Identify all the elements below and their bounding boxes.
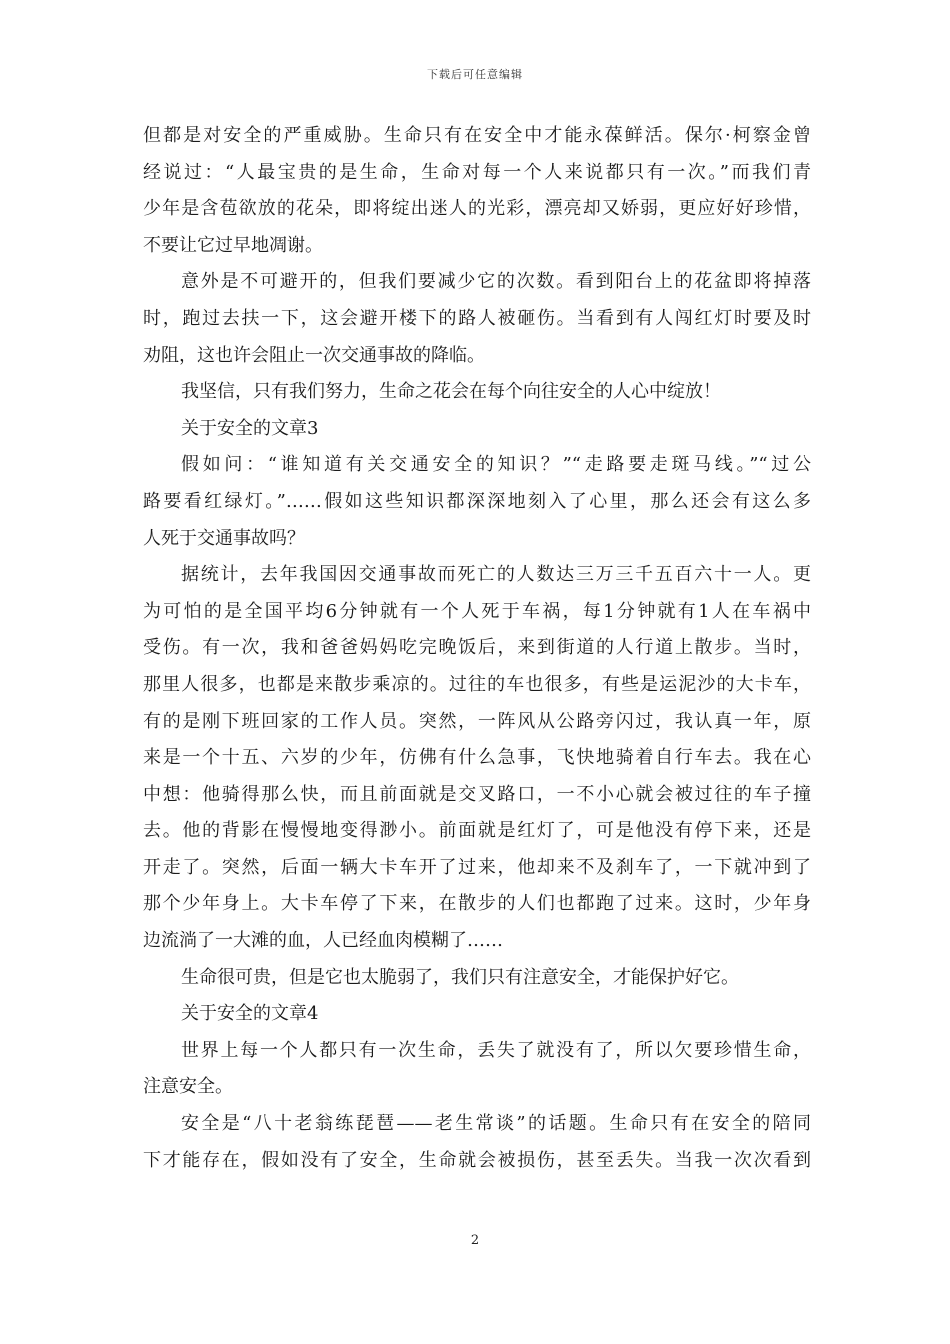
text-line: 世界上每一个人都只有一次生命，丢失了就没有了，所以欠要珍惜生命， — [181, 1039, 811, 1061]
text-line: 路要看红绿灯。”……假如这些知识都深深地刻入了心里，那么还会有这么多 — [143, 490, 811, 512]
text-line: 去。他的背影在慢慢地变得渺小。前面就是红灯了，可是他没有停下来，还是 — [143, 820, 811, 842]
text-line: 少年是含苞欲放的花朵，即将绽出迷人的光彩，漂亮却又娇弱，更应好好珍惜， — [143, 198, 811, 220]
text-line: 我坚信，只有我们努力，生命之花会在每个向往安全的人心中绽放！ — [181, 381, 721, 403]
text-line: 据统计，去年我国因交通事故而死亡的人数达三万三千五百六十一人。更 — [181, 564, 811, 586]
text-line: 注意安全。 — [143, 1076, 233, 1098]
text-line: 来是一个十五、六岁的少年，仿佛有什么急事，飞快地骑着自行车去。我在心 — [143, 747, 811, 769]
text-line: 那里人很多，也都是来散步乘凉的。过往的车也很多，有些是运泥沙的大卡车， — [143, 673, 811, 695]
page-header: 下载后可任意编辑 — [427, 68, 523, 81]
page-number: 2 — [470, 1233, 480, 1248]
text-line: 开走了。突然，后面一辆大卡车开了过来，他却来不及刹车了，一下就冲到了 — [143, 856, 811, 878]
text-line: 但都是对安全的严重威胁。生命只有在安全中才能永葆鲜活。保尔·柯察金曾 — [143, 125, 811, 146]
text-line: 关于安全的文章4 — [181, 1003, 319, 1025]
text-line: 经说过：“人最宝贵的是生命，生命对每一个人来说都只有一次。”而我们青 — [143, 161, 811, 183]
text-line: 受伤。有一次，我和爸爸妈妈吃完晚饭后，来到街道的人行道上散步。当时， — [143, 637, 811, 659]
text-line: 假如问：“谁知道有关交通安全的知识？”“走路要走斑马线。”“过公 — [181, 454, 811, 476]
text-line: 关于安全的文章3 — [181, 417, 319, 439]
text-line: 不要让它过早地凋谢。 — [143, 234, 323, 256]
text-line: 那个少年身上。大卡车停了下来，在散步的人们也都跑了过来。这时，少年身 — [143, 893, 811, 915]
text-line: 劝阻，这也许会阻止一次交通事故的降临。 — [143, 344, 485, 366]
document-body — [143, 118, 811, 1179]
text-line: 为可怕的是全国平均6分钟就有一个人死于车祸，每1分钟就有1人在车祸中 — [143, 600, 811, 622]
text-line: 意外是不可避开的，但我们要减少它的次数。看到阳台上的花盆即将掉落 — [181, 271, 811, 293]
text-line: 安全是“八十老翁练琵琶——老生常谈”的话题。生命只有在安全的陪同 — [181, 1113, 811, 1135]
text-line: 边流淌了一大滩的血，人已经血肉模糊了…… — [143, 930, 503, 952]
text-line: 时，跑过去扶一下，这会避开楼下的路人被砸伤。当看到有人闯红灯时要及时 — [143, 307, 811, 329]
text-line: 有的是刚下班回家的工作人员。突然，一阵风从公路旁闪过，我认真一年，原 — [143, 710, 811, 732]
text-line: 人死于交通事故吗？ — [143, 527, 305, 549]
text-line: 下才能存在，假如没有了安全，生命就会被损伤，甚至丢失。当我一次次看到 — [143, 1149, 811, 1171]
text-line: 中想：他骑得那么快，而且前面就是交叉路口，一不小心就会被过往的车子撞 — [143, 783, 811, 805]
text-line: 生命很可贵，但是它也太脆弱了，我们只有注意安全，才能保护好它。 — [181, 966, 739, 988]
